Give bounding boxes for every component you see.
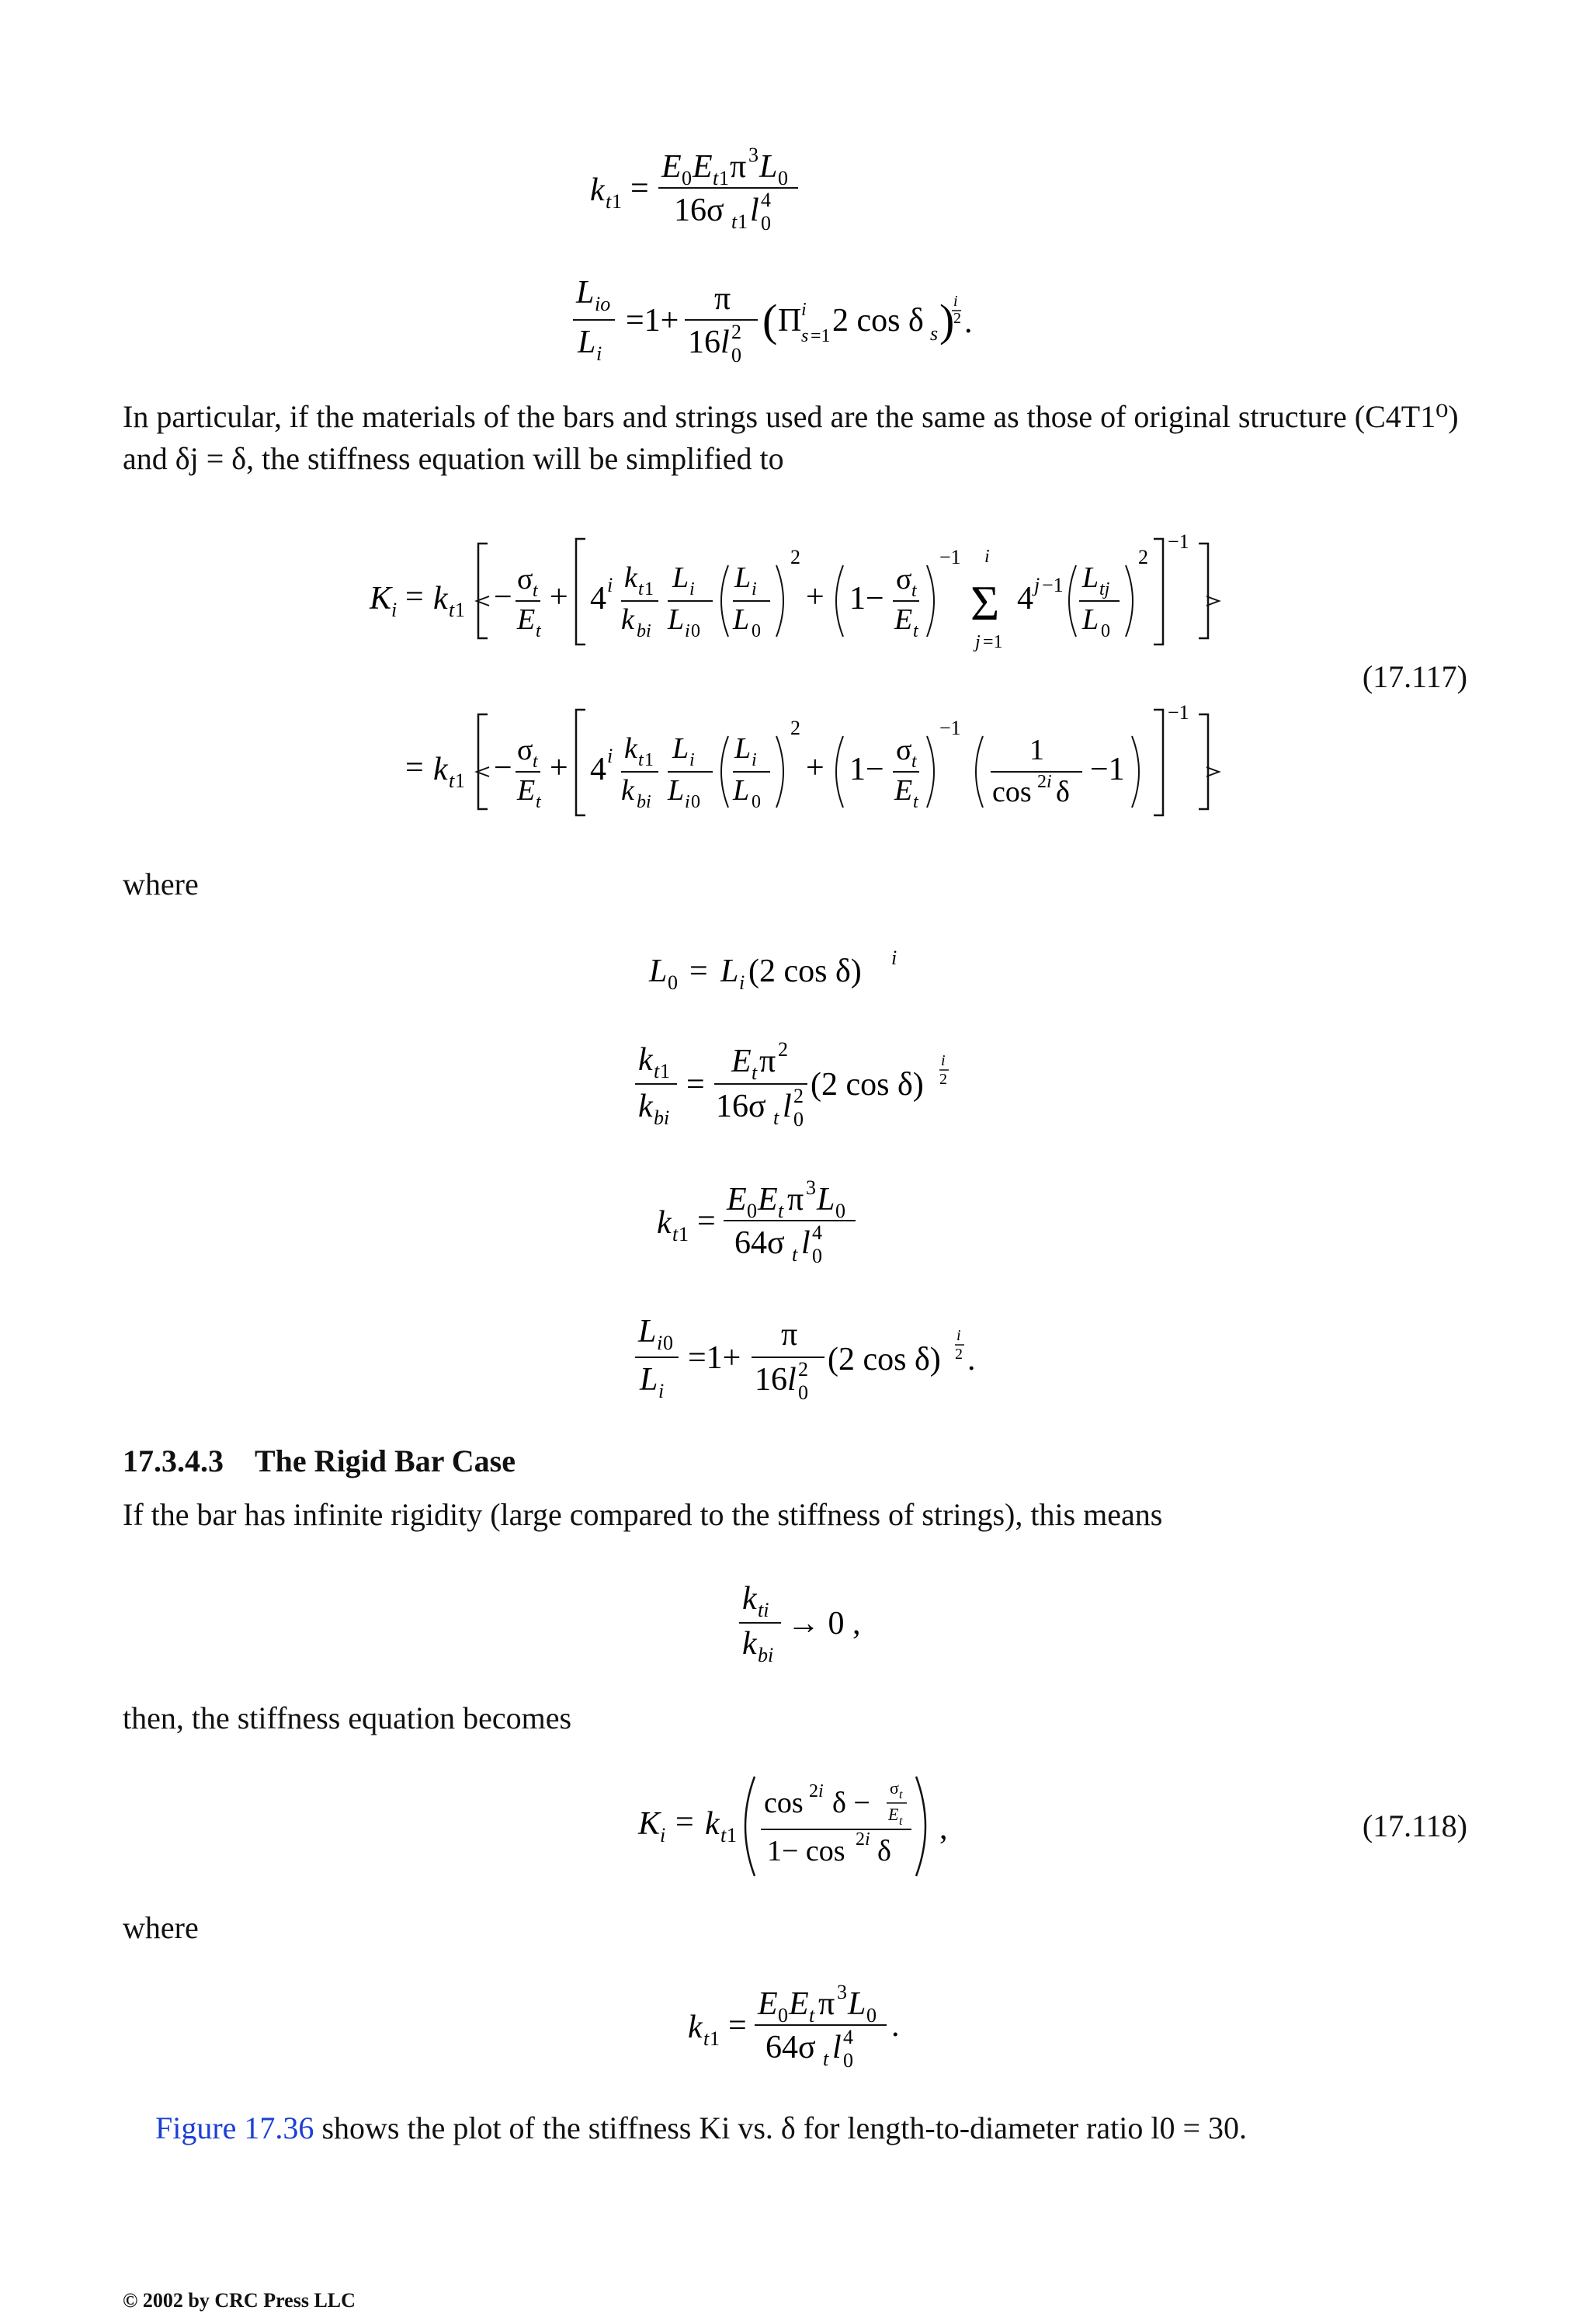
svg-text:2: 2 bbox=[731, 321, 741, 343]
svg-text:E: E bbox=[888, 1805, 899, 1824]
svg-text:1: 1 bbox=[644, 750, 654, 770]
svg-text:=1+: =1+ bbox=[688, 1340, 741, 1376]
svg-text:E: E bbox=[894, 774, 913, 807]
svg-text:L: L bbox=[1082, 603, 1099, 636]
svg-text:0: 0 bbox=[752, 792, 761, 812]
svg-text:=1: =1 bbox=[983, 632, 1003, 652]
svg-text:E: E bbox=[517, 603, 536, 636]
svg-text:(2 cos δ): (2 cos δ) bbox=[811, 1067, 924, 1103]
svg-text:4: 4 bbox=[1017, 581, 1033, 617]
svg-text:.: . bbox=[891, 2008, 900, 2044]
svg-text:): ) bbox=[939, 295, 955, 346]
svg-text:2: 2 bbox=[778, 1038, 788, 1061]
svg-text:2: 2 bbox=[939, 1071, 947, 1088]
svg-text:2: 2 bbox=[790, 546, 800, 568]
svg-text:16: 16 bbox=[688, 325, 720, 360]
svg-text:1: 1 bbox=[1029, 734, 1044, 766]
svg-text:i: i bbox=[658, 1380, 665, 1402]
svg-text:L: L bbox=[720, 954, 739, 989]
svg-text:.: . bbox=[964, 304, 973, 340]
svg-text:L: L bbox=[848, 1986, 866, 2022]
svg-text:(2 cos δ): (2 cos δ) bbox=[748, 954, 862, 989]
svg-text:i: i bbox=[596, 342, 602, 365]
svg-text:t: t bbox=[606, 190, 612, 213]
svg-text:+: + bbox=[550, 579, 568, 615]
svg-text:δ: δ bbox=[877, 1835, 891, 1867]
svg-text:i: i bbox=[984, 547, 990, 567]
svg-text:s: s bbox=[930, 322, 939, 345]
svg-text:L: L bbox=[668, 603, 685, 636]
svg-text:i: i bbox=[391, 599, 398, 621]
svg-text:i: i bbox=[956, 1327, 961, 1344]
svg-text:3: 3 bbox=[806, 1176, 816, 1199]
svg-text:cos: cos bbox=[764, 1787, 804, 1819]
svg-text:i: i bbox=[657, 1332, 663, 1354]
svg-text:4: 4 bbox=[843, 2026, 853, 2048]
svg-text:k: k bbox=[688, 2010, 703, 2045]
svg-text:0: 0 bbox=[752, 621, 761, 641]
svg-text:k: k bbox=[657, 1205, 672, 1241]
equation-number-17-117: (17.117) bbox=[1362, 659, 1467, 694]
svg-text:t: t bbox=[752, 1061, 758, 1084]
svg-text:t: t bbox=[654, 1060, 660, 1082]
svg-text:0: 0 bbox=[691, 621, 700, 641]
svg-text:π: π bbox=[714, 281, 731, 317]
svg-text:64σ: 64σ bbox=[765, 2030, 816, 2065]
section-heading bbox=[123, 1443, 516, 1479]
svg-text:L: L bbox=[759, 149, 778, 185]
svg-text:σ: σ bbox=[896, 563, 912, 596]
svg-text:t: t bbox=[703, 2027, 710, 2050]
svg-text:1: 1 bbox=[455, 769, 465, 792]
svg-text:0: 0 bbox=[691, 792, 700, 812]
svg-text:2: 2 bbox=[955, 1346, 963, 1363]
svg-text:Π: Π bbox=[778, 303, 802, 339]
equation-kt1-over-kbi bbox=[630, 1033, 956, 1141]
svg-text:=: = bbox=[675, 1805, 694, 1840]
svg-text:0: 0 bbox=[682, 167, 692, 189]
svg-text:π: π bbox=[781, 1317, 798, 1353]
copyright-footer: © 2002 by CRC Press LLC bbox=[123, 2289, 356, 2312]
svg-text:t: t bbox=[773, 1106, 779, 1129]
svg-text:L: L bbox=[1082, 561, 1099, 594]
svg-text:i: i bbox=[801, 300, 807, 320]
section-title: The Rigid Bar Case bbox=[255, 1443, 516, 1478]
svg-text:t: t bbox=[720, 1824, 727, 1846]
svg-text:i: i bbox=[752, 750, 757, 770]
svg-text:=: = bbox=[689, 954, 708, 989]
svg-text:t: t bbox=[449, 599, 455, 621]
svg-text:t: t bbox=[911, 752, 917, 772]
svg-text:t: t bbox=[536, 792, 541, 812]
svg-text:k: k bbox=[621, 603, 634, 636]
svg-text:1: 1 bbox=[644, 579, 654, 599]
svg-text:−1: −1 bbox=[939, 717, 961, 739]
svg-text:=: = bbox=[686, 1067, 705, 1103]
svg-text:bi: bi bbox=[654, 1106, 670, 1129]
svg-text:σ: σ bbox=[517, 734, 533, 766]
svg-text:1− cos: 1− cos bbox=[767, 1835, 845, 1867]
svg-text:i: i bbox=[941, 1052, 946, 1069]
svg-text:io: io bbox=[595, 293, 611, 315]
svg-text:0: 0 bbox=[731, 344, 741, 366]
svg-text:−: − bbox=[494, 579, 512, 615]
svg-text:π: π bbox=[759, 1044, 776, 1079]
svg-text:t: t bbox=[809, 2004, 815, 2027]
equation-17-117 bbox=[365, 522, 1281, 848]
svg-text:E: E bbox=[517, 774, 536, 807]
svg-text:L: L bbox=[733, 774, 750, 807]
svg-text:2: 2 bbox=[953, 310, 961, 327]
paragraph-intro-materials: In particular, if the materials of the bars and strings used are the same as those of original structure (C4T1⁰) and δj = δ, the stiffness equation will be simplified to bbox=[123, 399, 1459, 476]
svg-text:2: 2 bbox=[1037, 772, 1047, 792]
svg-text:16σ: 16σ bbox=[716, 1089, 766, 1124]
svg-text:0: 0 bbox=[843, 2049, 853, 2072]
svg-text:ti: ti bbox=[758, 1599, 769, 1621]
svg-text:+: + bbox=[806, 579, 825, 615]
svg-text:k: k bbox=[624, 561, 637, 594]
svg-text:1−: 1− bbox=[849, 752, 884, 787]
svg-text:σ: σ bbox=[896, 734, 912, 766]
svg-text:(2 cos δ): (2 cos δ) bbox=[828, 1342, 941, 1377]
svg-text:t: t bbox=[731, 210, 738, 233]
svg-text:=: = bbox=[630, 171, 649, 207]
svg-text:0: 0 bbox=[747, 1200, 757, 1222]
equation-number-17-118: (17.118) bbox=[1362, 1808, 1467, 1843]
svg-text:2: 2 bbox=[798, 1358, 808, 1381]
svg-text:−1: −1 bbox=[939, 546, 961, 568]
svg-text:L: L bbox=[733, 603, 750, 636]
svg-text:s: s bbox=[801, 326, 809, 346]
svg-text:i: i bbox=[891, 947, 897, 969]
equation-kt1-final bbox=[680, 1975, 929, 2084]
svg-text:1: 1 bbox=[710, 2027, 720, 2050]
svg-text:E: E bbox=[758, 1182, 778, 1218]
svg-text:E: E bbox=[693, 149, 713, 185]
paragraph-figure-reference bbox=[155, 2107, 1506, 2149]
svg-text:2: 2 bbox=[856, 1829, 865, 1850]
svg-text:0: 0 bbox=[663, 1332, 673, 1354]
svg-text:1: 1 bbox=[455, 599, 465, 621]
svg-text:4: 4 bbox=[761, 189, 771, 211]
svg-text:k: k bbox=[590, 172, 605, 208]
svg-text:i: i bbox=[689, 579, 695, 599]
svg-text:E: E bbox=[727, 1182, 747, 1218]
svg-text:E: E bbox=[789, 1986, 809, 2022]
svg-text:+: + bbox=[806, 750, 825, 786]
svg-text:t: t bbox=[713, 167, 719, 189]
svg-text:2: 2 bbox=[790, 717, 800, 739]
svg-text:=: = bbox=[697, 1204, 716, 1239]
paragraph-then: then, the stiffness equation becomes bbox=[123, 1700, 572, 1735]
svg-text:0: 0 bbox=[668, 971, 678, 994]
svg-text:2 cos δ: 2 cos δ bbox=[832, 303, 924, 339]
svg-text:π: π bbox=[787, 1182, 804, 1218]
svg-text:1: 1 bbox=[738, 210, 748, 233]
svg-text:t: t bbox=[672, 1223, 679, 1245]
svg-text:k: k bbox=[624, 732, 637, 765]
figure-17-36-link[interactable]: Figure 17.36 bbox=[155, 2110, 314, 2145]
svg-text:−1: −1 bbox=[1168, 530, 1189, 553]
svg-text:k: k bbox=[621, 774, 634, 807]
svg-text:i: i bbox=[607, 574, 613, 596]
svg-text:4: 4 bbox=[590, 752, 606, 787]
svg-text:cos: cos bbox=[992, 776, 1032, 808]
svg-text:E: E bbox=[731, 1044, 752, 1079]
svg-text:i: i bbox=[865, 1829, 870, 1850]
svg-text:k: k bbox=[433, 581, 448, 617]
svg-text:i: i bbox=[752, 579, 757, 599]
svg-text:bi: bi bbox=[637, 621, 651, 641]
equation-rigid-limit bbox=[734, 1573, 905, 1682]
equation-lio-top bbox=[567, 272, 986, 373]
svg-text:L: L bbox=[649, 954, 668, 989]
svg-text:δ −: δ − bbox=[832, 1787, 870, 1819]
svg-text:t: t bbox=[638, 750, 644, 770]
svg-text:=1: =1 bbox=[811, 326, 831, 346]
svg-text:0: 0 bbox=[761, 212, 771, 234]
svg-text:σ: σ bbox=[517, 563, 533, 596]
svg-text:j: j bbox=[1034, 574, 1040, 596]
svg-text:2: 2 bbox=[1138, 546, 1148, 568]
svg-text:π: π bbox=[730, 149, 747, 185]
svg-text:0: 0 bbox=[1101, 621, 1110, 641]
svg-text:L: L bbox=[672, 561, 689, 594]
svg-text:−1: −1 bbox=[1090, 752, 1125, 787]
svg-text:tj: tj bbox=[1099, 579, 1110, 599]
svg-text:π: π bbox=[818, 1986, 835, 2022]
svg-text:σ: σ bbox=[890, 1778, 899, 1798]
svg-text:l: l bbox=[801, 1225, 811, 1261]
svg-text:=1+: =1+ bbox=[626, 303, 679, 339]
svg-text:t: t bbox=[533, 752, 538, 772]
svg-text:1: 1 bbox=[660, 1060, 670, 1082]
svg-text:k: k bbox=[742, 1581, 757, 1617]
svg-text:0: 0 bbox=[835, 1200, 845, 1222]
svg-text:t: t bbox=[823, 2048, 829, 2070]
svg-text:k: k bbox=[638, 1089, 653, 1124]
svg-text:1: 1 bbox=[679, 1223, 689, 1245]
svg-text:j: j bbox=[975, 632, 981, 652]
svg-text:1−: 1− bbox=[849, 581, 884, 617]
svg-text:−1: −1 bbox=[1168, 701, 1189, 724]
svg-text:i: i bbox=[607, 745, 613, 767]
svg-text:3: 3 bbox=[837, 1981, 847, 2003]
svg-text:,: , bbox=[939, 1811, 948, 1846]
svg-text:1: 1 bbox=[719, 167, 729, 189]
svg-text:k: k bbox=[638, 1042, 653, 1078]
svg-text:l: l bbox=[832, 2030, 842, 2065]
svg-text:bi: bi bbox=[758, 1644, 774, 1666]
svg-text:L: L bbox=[668, 774, 685, 807]
svg-text:=: = bbox=[405, 750, 424, 786]
svg-text:.: . bbox=[967, 1342, 976, 1377]
equation-17-118 bbox=[634, 1764, 960, 1888]
svg-text:i: i bbox=[685, 621, 690, 641]
paragraph-where-2: where bbox=[123, 1910, 199, 1945]
svg-text:L: L bbox=[578, 325, 596, 360]
svg-text:t: t bbox=[792, 1243, 798, 1266]
svg-text:1: 1 bbox=[612, 190, 622, 213]
svg-text:4: 4 bbox=[590, 581, 606, 617]
svg-text:i: i bbox=[953, 293, 958, 310]
svg-text:0: 0 bbox=[778, 2004, 788, 2027]
svg-text:i: i bbox=[689, 750, 695, 770]
svg-text:2: 2 bbox=[793, 1085, 804, 1107]
svg-text:bi: bi bbox=[637, 792, 651, 812]
svg-text:E: E bbox=[661, 149, 682, 185]
equation-kt1-definition bbox=[649, 1171, 897, 1280]
svg-text:K: K bbox=[370, 581, 392, 617]
svg-text:l: l bbox=[750, 193, 759, 228]
svg-text:0: 0 bbox=[798, 1381, 808, 1404]
svg-text:K: K bbox=[638, 1806, 661, 1842]
svg-text:−1: −1 bbox=[1042, 574, 1064, 596]
svg-text:i: i bbox=[818, 1781, 824, 1801]
figure-reference-text: shows the plot of the stiffness Ki vs. δ for length-to-diameter ratio l0 = 30. bbox=[321, 2110, 1248, 2145]
svg-text:E: E bbox=[758, 1986, 778, 2022]
svg-text:3: 3 bbox=[748, 144, 759, 166]
svg-text:=: = bbox=[405, 579, 424, 615]
svg-text:L: L bbox=[576, 275, 595, 311]
svg-text:2: 2 bbox=[809, 1781, 818, 1801]
svg-text:t: t bbox=[899, 1788, 903, 1801]
svg-text:t: t bbox=[778, 1200, 784, 1222]
svg-text:0: 0 bbox=[866, 2004, 877, 2027]
svg-text:t: t bbox=[899, 1815, 903, 1828]
svg-text:i: i bbox=[1047, 772, 1052, 792]
svg-text:64σ: 64σ bbox=[734, 1225, 785, 1261]
svg-text:l: l bbox=[720, 325, 730, 360]
svg-text:=: = bbox=[728, 2008, 747, 2044]
svg-text:−: − bbox=[494, 750, 512, 786]
svg-text:+: + bbox=[550, 750, 568, 786]
svg-text:t: t bbox=[911, 581, 917, 601]
svg-text:t: t bbox=[536, 621, 541, 641]
equation-kt1-top bbox=[575, 140, 838, 241]
svg-text:i: i bbox=[685, 792, 690, 812]
svg-text:i: i bbox=[739, 971, 745, 994]
svg-text:k: k bbox=[705, 1806, 720, 1842]
section-number: 17.3.4.3 bbox=[123, 1443, 224, 1478]
svg-text:t: t bbox=[449, 769, 455, 792]
paragraph-where-1: where bbox=[123, 867, 199, 901]
svg-text:4: 4 bbox=[812, 1221, 822, 1244]
svg-text:l: l bbox=[783, 1089, 792, 1124]
equation-li0-definition bbox=[629, 1308, 978, 1416]
svg-text:→ 0 ,: → 0 , bbox=[787, 1606, 861, 1641]
svg-text:E: E bbox=[894, 603, 913, 636]
svg-text:i: i bbox=[660, 1824, 666, 1846]
svg-text:t: t bbox=[638, 579, 644, 599]
svg-text:0: 0 bbox=[793, 1108, 804, 1131]
svg-text:16σ: 16σ bbox=[674, 193, 724, 228]
svg-text:Σ: Σ bbox=[970, 575, 1000, 631]
svg-text:0: 0 bbox=[778, 167, 788, 189]
svg-text:1: 1 bbox=[727, 1824, 737, 1846]
svg-text:L: L bbox=[640, 1362, 658, 1398]
svg-text:(: ( bbox=[762, 295, 778, 346]
svg-text:L: L bbox=[672, 732, 689, 765]
svg-text:16: 16 bbox=[755, 1362, 787, 1398]
svg-text:k: k bbox=[433, 752, 448, 787]
equation-l0-definition bbox=[644, 941, 939, 1003]
svg-text:l: l bbox=[787, 1362, 797, 1398]
svg-text:L: L bbox=[638, 1314, 657, 1350]
svg-text:L: L bbox=[734, 732, 752, 765]
svg-text:k: k bbox=[742, 1626, 757, 1662]
svg-text:L: L bbox=[734, 561, 752, 594]
svg-text:δ: δ bbox=[1056, 776, 1070, 808]
svg-text:t: t bbox=[913, 792, 918, 812]
svg-text:0: 0 bbox=[812, 1245, 822, 1267]
paragraph-rigid-bar: If the bar has infinite rigidity (large compared to the stiffness of strings), this means bbox=[123, 1497, 1163, 1532]
svg-text:L: L bbox=[817, 1182, 835, 1218]
svg-text:t: t bbox=[913, 621, 918, 641]
svg-text:t: t bbox=[533, 581, 538, 601]
